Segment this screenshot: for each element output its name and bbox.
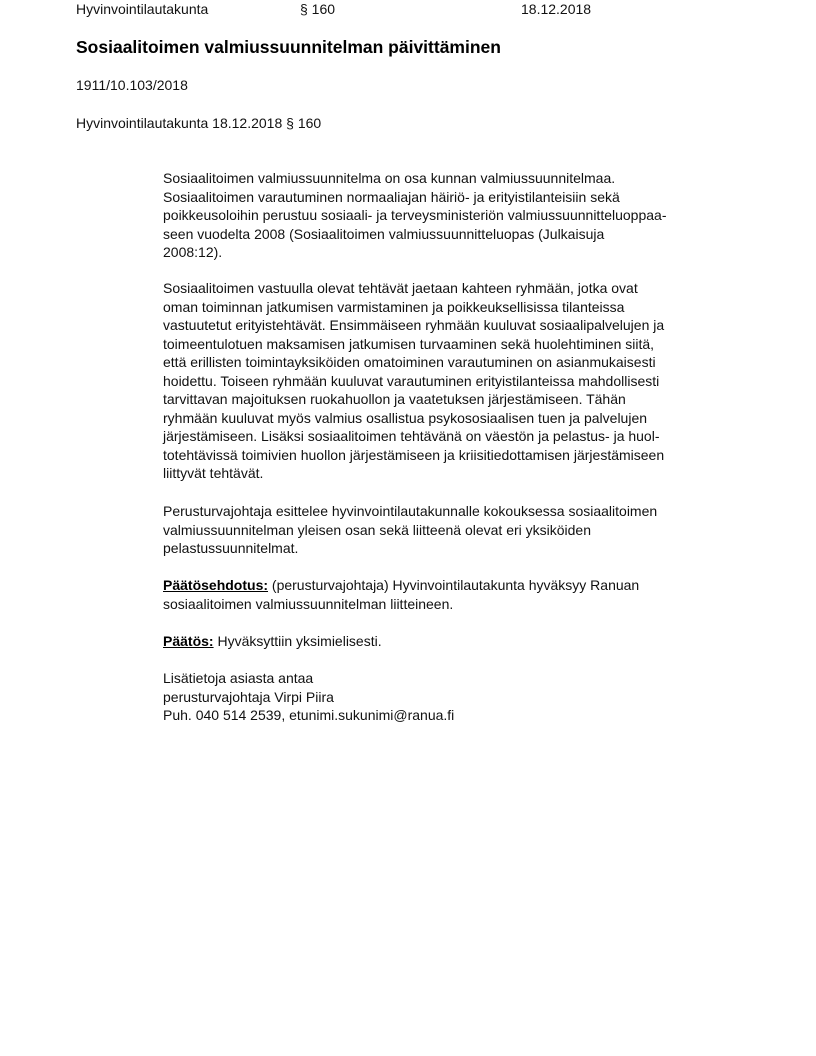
header-body: Hyvinvointilautakunta — [76, 1, 209, 17]
paragraph-line: järjestämiseen. Lisäksi sosiaalitoimen tehtävänä on väestön ja pelastus- ja huol- — [163, 428, 660, 444]
paragraph-line: 2008:12). — [163, 244, 223, 260]
paragraph-1 — [163, 169, 667, 262]
document-title: Sosiaalitoimen valmiussuunnitelman päivittäminen — [76, 37, 501, 57]
paragraph-line: tarvittavan majoituksen ruokahuollon ja vaatetuksen järjestämiseen. Tähän — [163, 391, 626, 407]
header-section: § 160 — [300, 1, 336, 17]
paragraph-2 — [163, 279, 664, 483]
meeting-reference: Hyvinvointilautakunta 18.12.2018 § 160 — [76, 115, 322, 131]
proposal-label: Päätösehdotus: — [163, 577, 269, 593]
paragraph-line: Sosiaalitoimen vastuulla olevat tehtävät jaetaan kahteen ryhmään, jotka ovat — [163, 280, 638, 296]
contact-line: perusturvajohtaja Virpi Piira — [163, 688, 334, 705]
contact-info — [163, 669, 454, 725]
case-id: 1911/10.103/2018 — [76, 77, 188, 93]
paragraph-line: Sosiaalitoimen varautuminen normaaliajan häiriö- ja erityistilanteisiin sekä — [163, 188, 620, 205]
paragraph-line: liittyvät tehtävät. — [163, 465, 264, 481]
paragraph-line: Sosiaalitoimen valmiussuunnitelma on osa kunnan valmiussuunnitelmaa. — [163, 170, 616, 186]
paragraph-line: vastuutetut erityistehtävät. Ensimmäiseen ryhmään kuuluvat sosiaalipalvelujen ja — [163, 317, 665, 333]
paragraph-line: Perusturvajohtaja esittelee hyvinvointilautakunnalle kokouksessa sosiaalitoimen — [163, 503, 658, 519]
decision — [163, 632, 382, 651]
paragraph-3 — [163, 502, 657, 558]
paragraph-line: että erillisten toimintayksiköiden omatoiminen varautuminen on asianmukaisesti — [163, 354, 656, 370]
paragraph-line: ryhmään kuuluvat myös valmius osallistua psykososiaalisen tuen ja palvelujen — [163, 409, 648, 426]
header-date: 18.12.2018 — [521, 1, 592, 17]
proposal-text-1: (perusturvajohtaja) Hyvinvointilautakunta hyväksyy Ranuan — [268, 577, 640, 593]
decision-label: Päätös: — [163, 633, 214, 649]
paragraph-line: pelastussuunnitelmat. — [163, 540, 299, 556]
paragraph-line: seen vuodelta 2008 (Sosiaalitoimen valmiussuunnitteluopas (Julkaisuja — [163, 225, 605, 242]
decision-proposal — [163, 576, 639, 613]
decision-text: Hyväksyttiin yksimielisesti. — [213, 633, 382, 649]
paragraph-line: valmiussuunnitelman yleisen osan sekä liitteenä olevat eri yksiköiden — [163, 521, 592, 538]
paragraph-line: toimeentulotuen maksamisen jatkumisen turvaaminen sekä huolehtiminen siitä, — [163, 335, 655, 352]
paragraph-line: oman toiminnan jatkumisen varmistaminen ja poikkeuksellisissa tilanteissa — [163, 298, 625, 315]
proposal-text-2: sosiaalitoimen valmiussuunnitelman liitteineen. — [163, 595, 454, 612]
contact-line: Puh. 040 514 2539, etunimi.sukunimi@ranua.fi — [163, 707, 455, 723]
paragraph-line: totehtävissä toimivien huollon järjestämiseen ja kriisitiedottamisen järjestämiseen — [163, 446, 665, 463]
paragraph-line: poikkeusoloihin perustuu sosiaali- ja terveysministeriön valmiussuunnitteluoppaa- — [163, 207, 667, 223]
contact-line: Lisätietoja asiasta antaa — [163, 670, 314, 686]
paragraph-line: hoidettu. Toiseen ryhmään kuuluvat varautuminen erityistilanteissa mahdollisesti — [163, 372, 660, 389]
